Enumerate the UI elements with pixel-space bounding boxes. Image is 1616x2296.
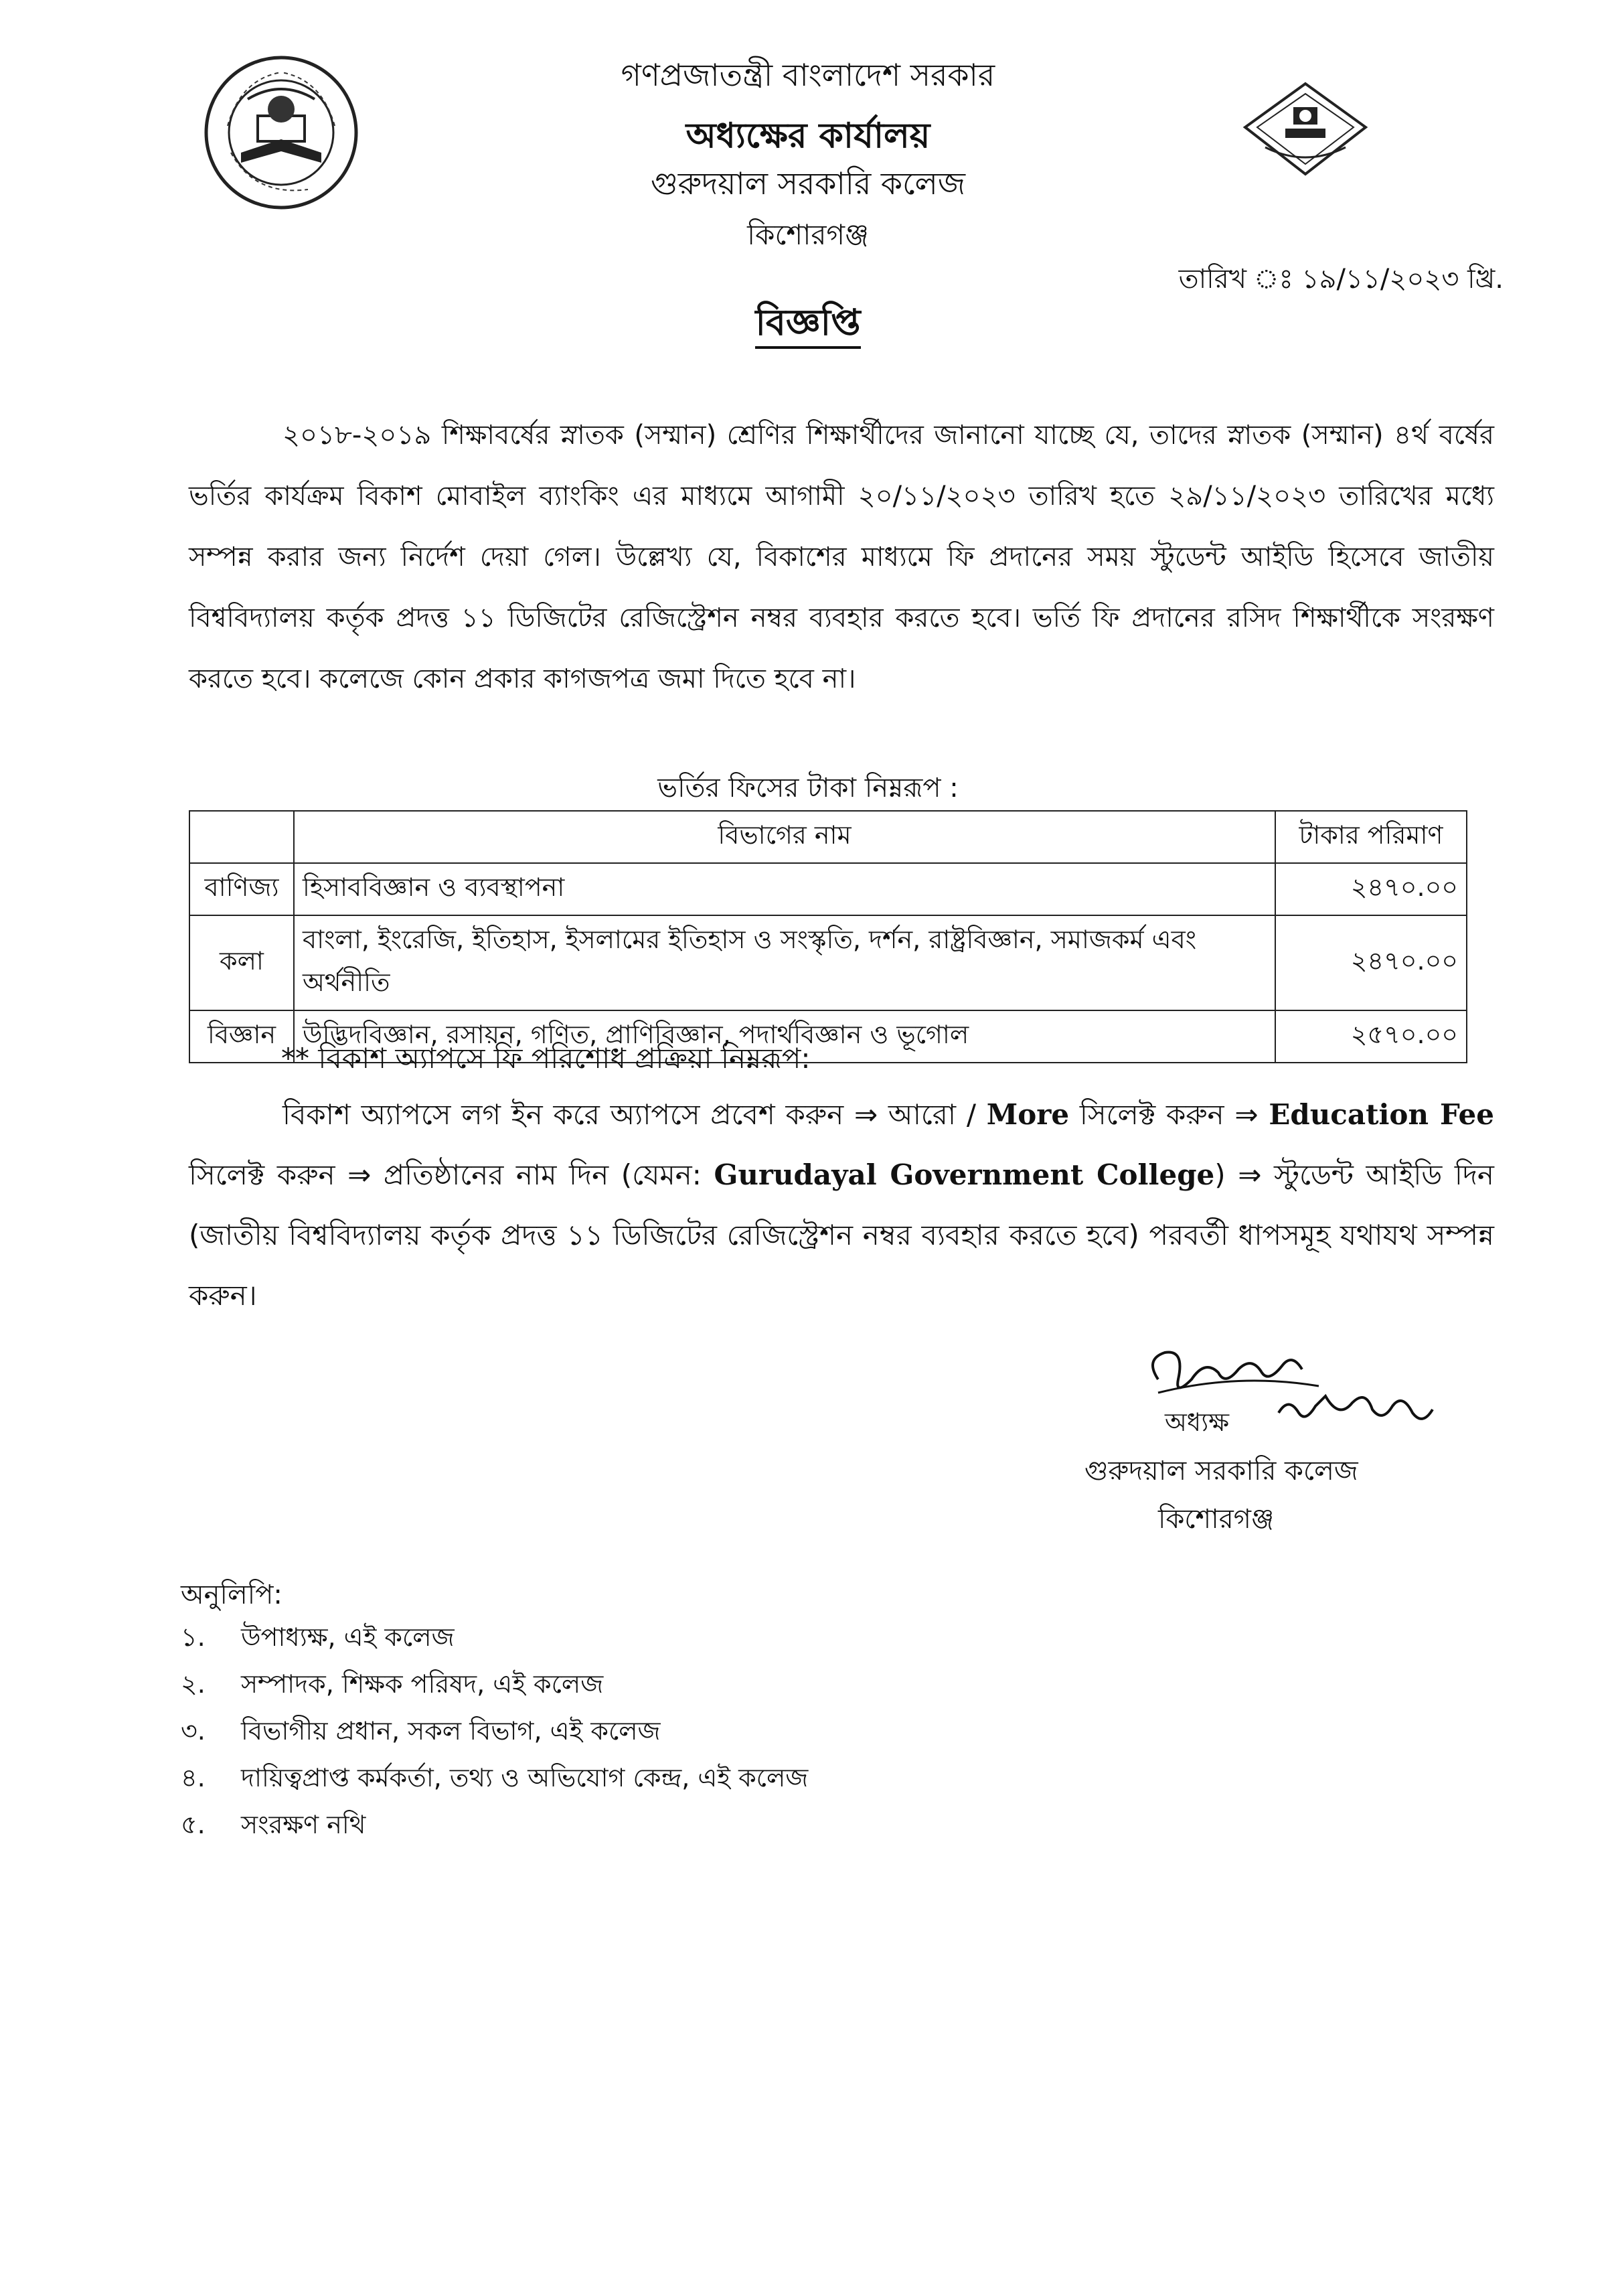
signatory-title: অধ্যক্ষ — [1165, 1407, 1230, 1437]
college-english-name: Gurudayal Government College — [714, 1158, 1215, 1191]
procedure-heading: ** বিকাশ অ্যাপসে ফি পরিশোধ প্রক্রিয়া নিম্নরূপ: — [281, 1042, 811, 1075]
list-item-text: বিভাগীয় প্রধান, সকল বিভাগ, এই কলেজ — [241, 1716, 661, 1746]
list-item-number: ৪. — [181, 1763, 206, 1792]
procedure-part4: ) ⇒ স্টুডেন্ট আইডি দিন (জাতীয় বিশ্ববিদ্যালয় কর্তৃক প্রদত্ত ১১ ডিজিটের রেজিস্ট্রেশন নম্বর ব্যবহার করতে হবে) পরবর্তী ধাপসমূহ যথাযথ সম্পন্ন করুন। — [189, 1158, 1494, 1312]
departments-cell: হিসাববিজ্ঞান ও ব্যবস্থাপনা — [294, 863, 1275, 915]
faculty-cell: কলা — [189, 915, 294, 1010]
fee-table-caption: ভর্তির ফিসের টাকা নিম্নরূপ : — [657, 773, 959, 803]
faculty-cell: বিজ্ঞান — [189, 1010, 294, 1063]
list-item — [181, 1707, 808, 1754]
signatory-place: কিশোরগঞ্জ — [1158, 1504, 1275, 1535]
fee-table-header — [189, 811, 1467, 863]
office-heading: অধ্যক্ষের কার্যালয় — [685, 116, 931, 156]
table-row — [189, 863, 1467, 915]
fee-table — [189, 810, 1467, 1063]
list-item — [181, 1801, 808, 1848]
notice-date: তারিখ ঃ ১৯/১১/২০২৩ খ্রি. — [1178, 264, 1504, 295]
amount-cell: ২৪৭০.০০ — [1275, 915, 1467, 1010]
notice-paragraph: ২০১৮-২০১৯ শিক্ষাবর্ষের স্নাতক (সম্মান) শ্রেণির শিক্ষার্থীদের জানানো যাচ্ছে যে, তাদের স্নাতক (সম্মান) ৪র্থ বর্ষের ভর্তির কার্যক্রম বিকাশ মোবাইল ব্যাংকিং এর মাধ্যমে আগামী ২০/১১/২০২৩ তারিখ হতে ২৯/১১/২০২৩ তারিখের মধ্যে সম্পন্ন করার জন্য নির্দেশ দেয়া গেল। উল্লেখ্য যে, বিকাশের মাধ্যমে ফি প্রদানের সময় স্টুডেন্ট আইডি হিসেবে জাতীয় বিশ্ববিদ্যালয় কর্তৃক প্রদত্ত ১১ ডিজিটের রেজিস্ট্রেশন নম্বর ব্যবহার করতে হবে। ভর্তি ফি প্রদানের রসিদ শিক্ষার্থীকে সংরক্ষণ করতে হবে। কলেজে কোন প্রকার কাগজপত্র জমা দিতে হবে না। — [189, 420, 1494, 694]
notice-title — [0, 295, 1616, 355]
notice-body — [189, 405, 1494, 710]
list-item-text: সম্পাদক, শিক্ষক পরিষদ, এই কলেজ — [241, 1669, 604, 1699]
list-item-number: ৫. — [181, 1810, 206, 1839]
departments-cell: বাংলা, ইংরেজি, ইতিহাস, ইসলামের ইতিহাস ও সংস্কৃতি, দর্শন, রাষ্ট্রবিজ্ঞান, সমাজকর্ম এবং অর্থনীতি — [294, 915, 1275, 1010]
notice-title-text: বিজ্ঞপ্তি — [755, 301, 860, 349]
amount-cell: ২৪৭০.০০ — [1275, 863, 1467, 915]
procedure-part3: সিলেক্ট করুন ⇒ প্রতিষ্ঠানের নাম দিন (যেমন: — [189, 1158, 714, 1191]
amount-cell: ২৫৭০.০০ — [1275, 1010, 1467, 1063]
amount-header: টাকার পরিমাণ — [1275, 811, 1467, 863]
list-item-number: ৩. — [181, 1716, 206, 1746]
procedure-part1: বিকাশ অ্যাপসে লগ ইন করে অ্যাপসে প্রবেশ করুন ⇒ আরো / — [282, 1098, 987, 1131]
college-name: গুরুদয়াল সরকারি কলেজ — [651, 165, 965, 202]
list-item-number: ২. — [181, 1669, 206, 1699]
list-item — [181, 1661, 808, 1707]
list-item-text: উপাধ্যক্ষ, এই কলেজ — [241, 1622, 455, 1652]
copies-list — [181, 1614, 808, 1848]
copies-heading: অনুলিপি: — [181, 1580, 282, 1610]
district-name: কিশোরগঞ্জ — [747, 218, 869, 251]
education-fee-label: Education Fee — [1269, 1098, 1494, 1131]
list-item — [181, 1754, 808, 1801]
procedure-part2: সিলেক্ট করুন ⇒ — [1069, 1098, 1269, 1131]
list-item-text: দায়িত্বপ্রাপ্ত কর্মকর্তা, তথ্য ও অভিযোগ কেন্দ্র, এই কলেজ — [241, 1763, 809, 1792]
departments-cell: উদ্ভিদবিজ্ঞান, রসায়ন, গণিত, প্রাণিবিজ্ঞান, পদার্থবিজ্ঞান ও ভূগোল — [294, 1010, 1275, 1063]
list-item — [181, 1614, 808, 1661]
department-header: বিভাগের নাম — [294, 811, 1275, 863]
government-heading: গণপ্রজাতন্ত্রী বাংলাদেশ সরকার — [621, 57, 995, 93]
faculty-header-cell — [189, 811, 294, 863]
list-item-text: সংরক্ষণ নথি — [241, 1810, 366, 1839]
more-label: More — [986, 1098, 1070, 1131]
faculty-cell: বাণিজ্য — [189, 863, 294, 915]
list-item-number: ১. — [181, 1622, 206, 1652]
table-row — [189, 915, 1467, 1010]
signatory-institution: গুরুদয়াল সরকারি কলেজ — [1084, 1456, 1358, 1486]
procedure-text — [189, 1085, 1494, 1326]
